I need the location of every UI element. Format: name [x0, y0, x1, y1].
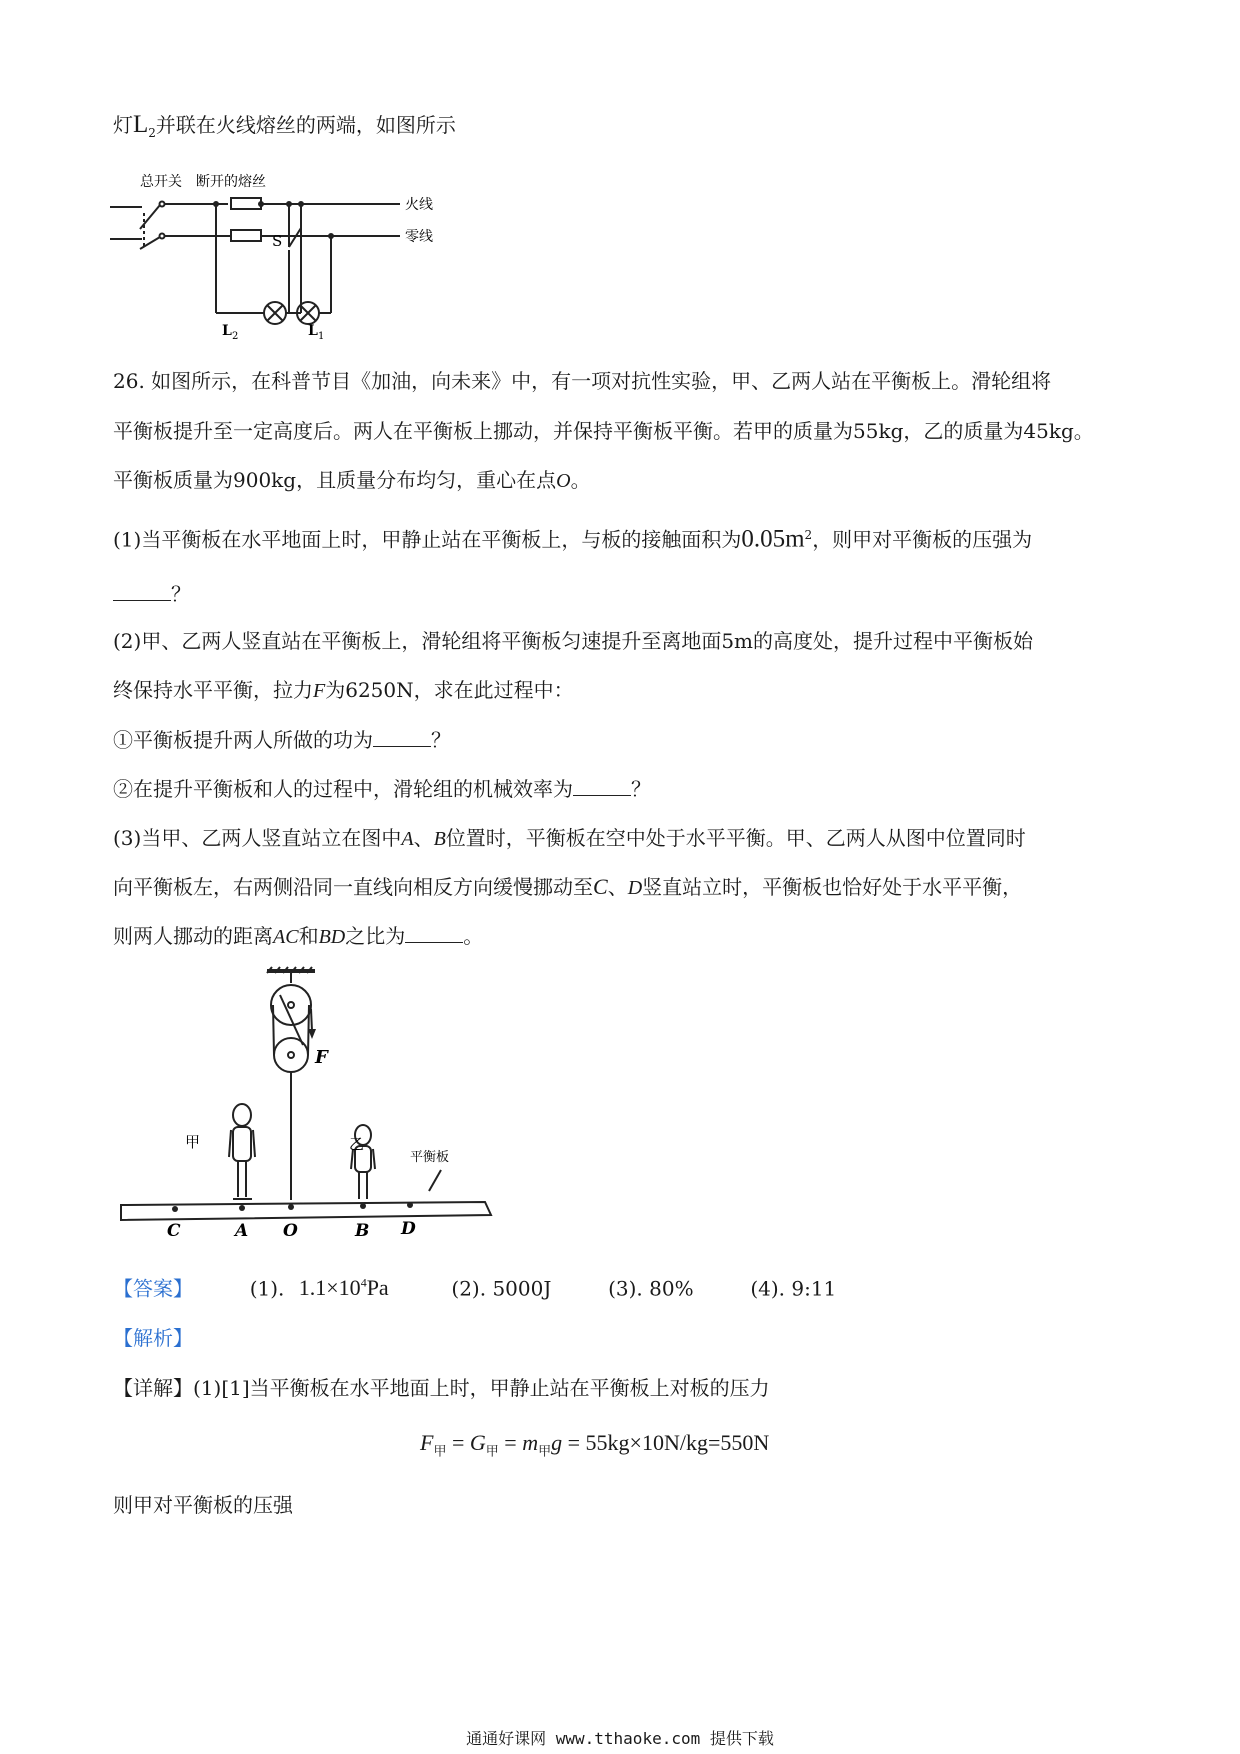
question-line-1	[113, 368, 1051, 394]
part3-end: 。	[463, 924, 484, 948]
part2-line-1	[113, 628, 1033, 654]
answer-blank-1[interactable]	[113, 580, 171, 601]
part3-text-3-pre: 则两人挪动的距离	[113, 924, 273, 948]
detail-line	[113, 1375, 770, 1401]
closing-line	[113, 1492, 293, 1518]
person-yi-label: 乙	[349, 1135, 365, 1153]
page-footer: 通通好课网 www.tthaoke.com 提供下载	[466, 1729, 774, 1748]
intro-pre: 灯	[113, 113, 133, 137]
q-text-3-post: 。	[570, 468, 591, 492]
point-o-label: O	[283, 1221, 298, 1240]
answer-line	[113, 1270, 836, 1301]
distance-bd: BD	[318, 926, 346, 948]
part1-post: ，则甲对平衡板的压强为	[812, 527, 1033, 552]
part3-text-1-pre: (3)当甲、乙两人竖直站立在图中	[113, 826, 402, 850]
circuit-diagram	[100, 165, 480, 340]
part2-text-1: (2)甲、乙两人竖直站在平衡板上，滑轮组将平衡板匀速提升至离地面5m的高度处，提升过程中平衡板始	[113, 629, 1034, 653]
eq-equals-2: =	[498, 1430, 523, 1455]
point-d: D	[627, 877, 643, 899]
neutral-wire-label: 零线	[405, 229, 433, 245]
main-switch-label: 总开关	[140, 174, 182, 190]
eq-sub-3: 甲	[538, 1443, 552, 1459]
part3-text-1-post: 位置时，平衡板在空中处于水平平衡。甲、乙两人从图中位置同时	[445, 826, 1026, 850]
distance-ac: AC	[273, 926, 299, 948]
part2-b-text: ②在提升平衡板和人的过程中，滑轮组的机械效率为	[113, 777, 573, 801]
sep-2: 、	[607, 875, 628, 899]
part2-a-line	[113, 726, 451, 753]
answer-4: (4). 9:11	[750, 1276, 837, 1301]
area-exponent: 2	[804, 528, 813, 542]
part1-line	[113, 522, 1032, 553]
board-label: 平衡板	[410, 1150, 450, 1165]
part2-a-qmark: ？	[431, 728, 451, 752]
analysis-line	[113, 1325, 193, 1351]
detail-text: (1)[1]当平衡板在水平地面上时，甲静止站在平衡板上对板的压力	[193, 1376, 770, 1400]
contact-area: 0.05m	[741, 525, 805, 553]
eq-sub-2: 甲	[485, 1443, 499, 1459]
closing-text: 则甲对平衡板的压强	[113, 1493, 293, 1517]
q-text-2: 平衡板提升至一定高度后。两人在平衡板上挪动，并保持平衡板平衡。若甲的质量为55kg，乙的质量为45kg。	[113, 419, 1094, 443]
part3-text-2-post: 竖直站立时，平衡板也恰好处于水平平衡，	[642, 875, 1023, 899]
answer-blank-2[interactable]	[373, 726, 431, 747]
intro-line	[113, 112, 456, 146]
eq-rest: = 55kg×10N/kg=550N	[562, 1430, 770, 1455]
part1-qmark: ？	[171, 582, 191, 606]
answer-tag: 【答案】	[113, 1276, 193, 1301]
intro-post: 并联在火线熔丝的两端，如图所示	[155, 113, 456, 137]
lamp-sub: 2	[148, 126, 156, 140]
point-b-label: B	[355, 1221, 370, 1240]
part2-line-2	[113, 677, 574, 704]
answer-blank-4[interactable]	[405, 922, 463, 943]
q-text-1: 26. 如图所示，在科普节目《加油，向未来》中，有一项对抗性实验，甲、乙两人站在平衡板上。滑轮组将	[113, 369, 1052, 393]
live-wire-label: 火线	[405, 197, 433, 213]
answer-blank-3[interactable]	[573, 775, 631, 796]
part3-line-2	[113, 874, 1022, 901]
part3-text-3-post: 之比为	[345, 924, 406, 948]
answer-1-num: (1).	[249, 1276, 285, 1301]
eq-g: g	[551, 1430, 563, 1455]
point-b: B	[433, 828, 446, 850]
l2-sub-label: 2	[232, 331, 239, 340]
l1-sub-label: 1	[318, 331, 325, 340]
blown-fuse-label: 断开的熔丝	[196, 174, 266, 190]
answer-2: (2). 5000J	[451, 1276, 552, 1301]
l2-label: L	[222, 323, 232, 339]
point-c: C	[593, 874, 608, 899]
part3-line-3	[113, 922, 483, 950]
part2-text-2-post: 为6250N，求在此过程中：	[325, 678, 574, 702]
detail-tag: 【详解】	[113, 1376, 193, 1400]
part1-pre: (1)当平衡板在水平地面上时，甲静止站在平衡板上，与板的接触面积为	[113, 527, 742, 552]
force-label: F	[315, 1047, 328, 1068]
person-jia-label: 甲	[185, 1133, 201, 1151]
force-f: F	[313, 680, 326, 702]
lamp-label: L	[133, 111, 149, 138]
answer-1-unit: Pa	[366, 1275, 389, 1301]
eq-f: F	[420, 1430, 434, 1455]
eq-equals-1: =	[446, 1430, 470, 1455]
eq-g-weight: G	[469, 1430, 486, 1455]
answer-1-exp: 4	[360, 1276, 367, 1290]
point-d-label: D	[401, 1219, 416, 1239]
part2-b-line	[113, 775, 651, 802]
l1-label: L	[308, 323, 318, 339]
part2-text-2-pre: 终保持水平平衡，拉力	[113, 678, 313, 702]
part3-text-2-pre: 向平衡板左，右两侧沿同一直线向相反方向缓慢挪动至	[113, 875, 593, 899]
balance-board-figure	[115, 965, 515, 1240]
part3-line-1	[113, 825, 1026, 852]
part2-a-text: ①平衡板提升两人所做的功为	[113, 728, 373, 752]
part1-blank-line	[113, 580, 191, 607]
and-word: 和	[298, 924, 319, 948]
answer-1-value: 1.1×10	[298, 1275, 361, 1301]
point-o: O	[556, 470, 571, 492]
question-line-3	[113, 467, 591, 494]
part2-b-qmark: ？	[631, 777, 651, 801]
pressure-force-equation	[420, 1430, 769, 1459]
eq-m: m	[522, 1430, 539, 1455]
eq-sub-1: 甲	[433, 1443, 447, 1459]
point-a-label: A	[235, 1221, 249, 1240]
analysis-tag: 【解析】	[113, 1326, 193, 1350]
switch-s-label: S	[272, 232, 283, 250]
q-text-3-pre: 平衡板质量为900kg，且质量分布均匀，重心在点	[113, 468, 557, 492]
sep-1: 、	[413, 826, 434, 850]
answer-3: (3). 80%	[608, 1276, 694, 1301]
point-a: A	[401, 828, 414, 850]
point-c-label: C	[167, 1221, 181, 1240]
question-line-2	[113, 418, 1094, 444]
